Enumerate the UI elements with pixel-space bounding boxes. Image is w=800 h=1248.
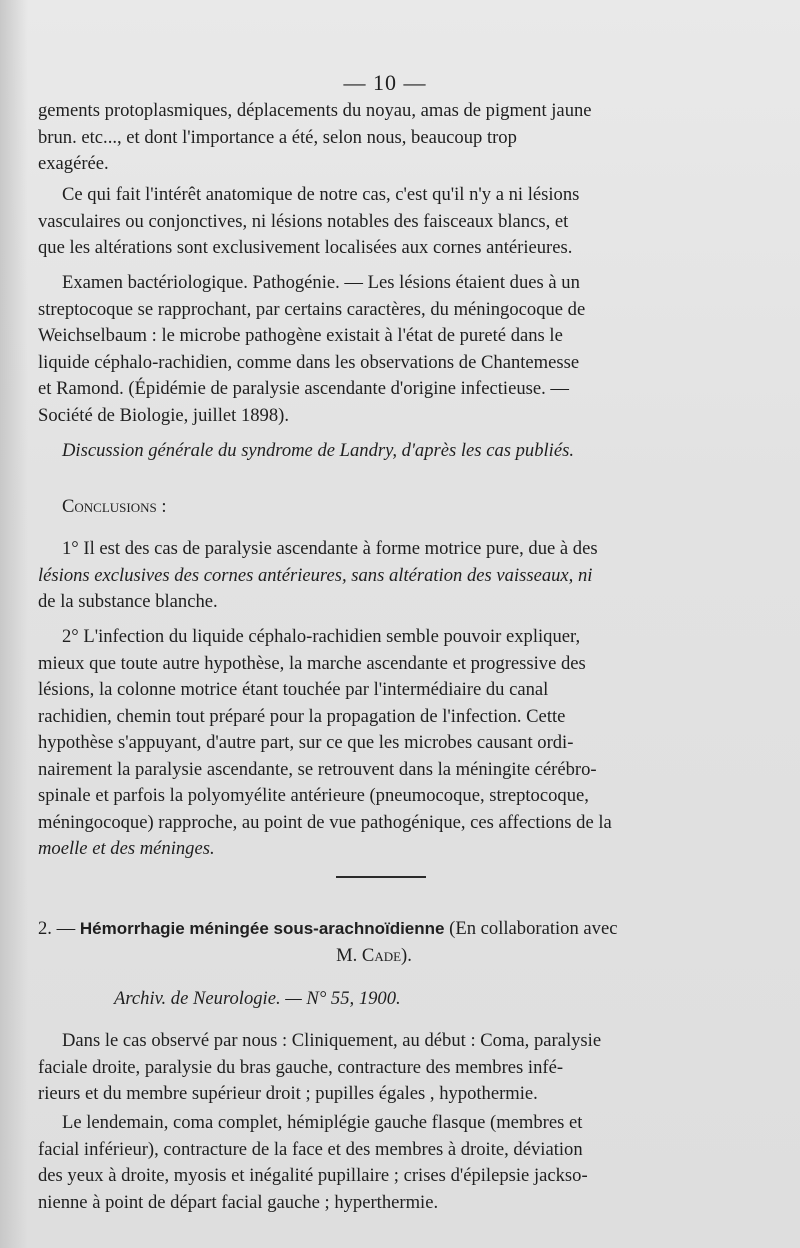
text-line: 2° L'infection du liquide céphalo-rachidien semble pouvoir expliquer,	[62, 626, 581, 647]
text-line: Examen bactériologique. Pathogénie. — Les lésions étaient dues à un	[62, 272, 580, 293]
text-line: liquide céphalo-rachidien, comme dans les observations de Chantemesse	[38, 351, 580, 373]
text-line: méningocoque) rapproche, au point de vue pathogénique, ces affections de la	[38, 811, 612, 833]
text-line: Weichselbaum : le microbe pathogène existait à l'état de pureté dans le	[38, 325, 563, 346]
text-line: lésions, la colonne motrice étant touchée par l'intermédiaire du canal	[38, 679, 549, 700]
paragraph-bacteriology	[38, 270, 710, 429]
conclusion-1	[38, 536, 710, 616]
text-line: de la substance blanche.	[38, 591, 218, 612]
text-line: nairement la paralysie ascendante, se retrouvent dans la méningite cérébro-	[38, 758, 597, 780]
paragraph-anatomic-interest	[38, 182, 710, 262]
text-line: exagérée.	[38, 153, 109, 174]
text-line: mieux que toute autre hypothèse, la marche ascendante et progressive des	[38, 652, 586, 674]
section-title: Hémorrhagie méningée sous-arachnoïdienne	[79, 919, 445, 938]
journal-reference	[114, 986, 714, 1013]
text-line: facial inférieur), contracture de la face et des membres à droite, déviation	[38, 1138, 583, 1160]
section-2-heading	[38, 916, 710, 969]
section-author: M. Cade).	[336, 944, 412, 966]
text-line: que les altérations sont exclusivement localisées aux cornes antérieures.	[38, 237, 573, 258]
text-line: Ce qui fait l'intérêt anatomique de notre cas, c'est qu'il n'y a ni lésions	[62, 184, 580, 205]
heading-text: Conclusions :	[62, 496, 167, 517]
section-number: 2. —	[38, 918, 76, 939]
text-line: lésions exclusives des cornes antérieures, sans altération des vaisseaux, ni	[38, 564, 593, 586]
section-divider	[336, 876, 426, 878]
text-line: spinale et parfois la polyomyélite antérieure (pneumocoque, streptocoque,	[38, 785, 589, 806]
text-line: des yeux à droite, myosis et inégalité pupillaire ; crises d'épilepsie jackso-	[38, 1165, 588, 1186]
text-line: rachidien, chemin tout préparé pour la propagation de l'infection. Cette	[38, 705, 566, 727]
text-line: rieurs et du membre supérieur droit ; pupilles égales , hypothermie.	[38, 1083, 538, 1104]
text-line: nienne à point de départ facial gauche ; hyperthermie.	[38, 1191, 439, 1213]
paragraph-protoplasmic	[38, 98, 710, 178]
text-line: Le lendemain, coma complet, hémiplégie gauche flasque (membres et	[62, 1112, 583, 1133]
paragraph-next-day	[38, 1110, 710, 1216]
text-line: hypothèse s'appuyant, d'autre part, sur ce que les microbes causant ordi-	[38, 732, 574, 753]
text-line: brun. etc..., et dont l'importance a été, selon nous, beaucoup trop	[38, 126, 517, 148]
text-line: moelle et des méninges.	[38, 838, 215, 859]
paragraph-discussion	[38, 438, 710, 465]
text-line: et Ramond. (Épidémie de paralysie ascendante d'origine infectieuse. —	[38, 378, 570, 399]
text-line: streptocoque se rapprochant, par certains caractères, du méningocoque de	[38, 298, 586, 320]
conclusions-heading	[38, 494, 710, 521]
journal-text: Archiv. de Neurologie. — N° 55, 1900.	[114, 988, 401, 1009]
text-line: Société de Biologie, juillet 1898).	[38, 404, 289, 426]
text-line: Dans le cas observé par nous : Cliniquement, au début : Coma, paralysie	[62, 1030, 602, 1051]
paragraph-clinical	[38, 1028, 710, 1108]
conclusion-2	[38, 624, 710, 863]
text-line: vasculaires ou conjonctives, ni lésions notables des faisceaux blancs, et	[38, 210, 569, 232]
text-line: faciale droite, paralysie du bras gauche, contracture des membres infé-	[38, 1056, 564, 1078]
page-number: — 10 —	[343, 70, 427, 95]
section-collab: (En collaboration avec	[449, 918, 618, 939]
text-line: gements protoplasmiques, déplacements du noyau, amas de pigment jaune	[38, 100, 592, 121]
text-line: Discussion générale du syndrome de Landry, d'après les cas publiés.	[62, 440, 574, 461]
text-line: 1° Il est des cas de paralysie ascendante à forme motrice pure, due à des	[62, 538, 598, 559]
